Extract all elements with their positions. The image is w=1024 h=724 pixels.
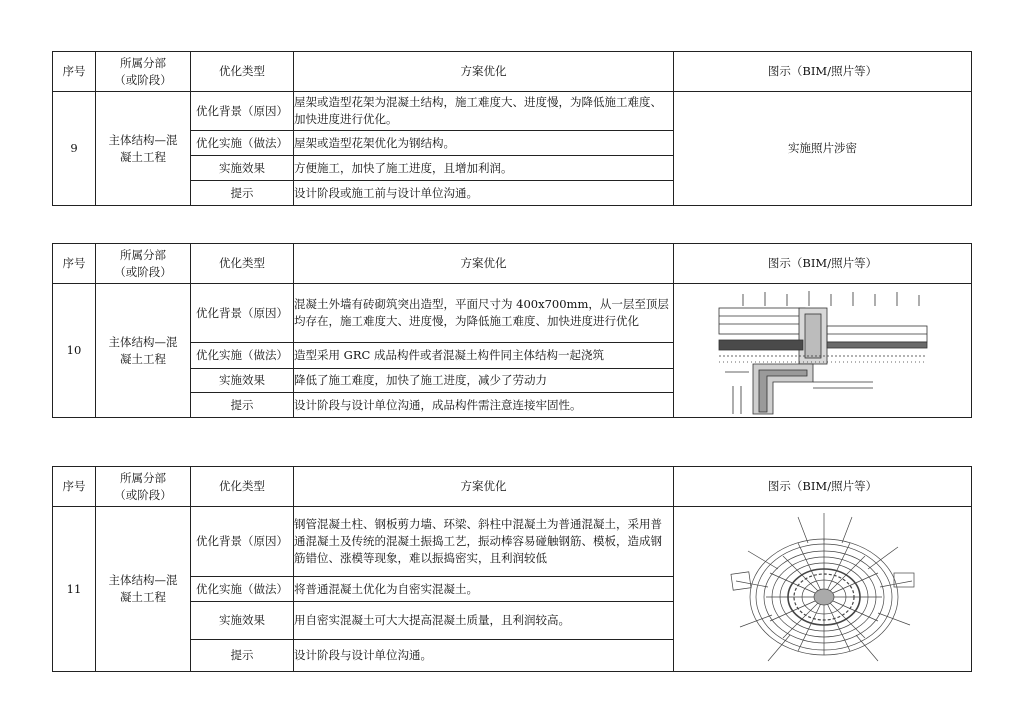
plan-cell: 设计阶段与设计单位沟通，成品构件需注意连接牢固性。	[294, 393, 674, 418]
opt-type-cell: 提示	[191, 640, 294, 672]
opt-type-cell: 实施效果	[191, 602, 294, 640]
seq-cell: 11	[53, 507, 96, 672]
header-division	[96, 467, 191, 507]
table-row	[53, 284, 972, 343]
header-division	[96, 52, 191, 92]
division-line1: 主体结构—混	[108, 573, 178, 587]
division-cell	[96, 507, 191, 672]
header-division	[96, 244, 191, 284]
optimization-table-9	[52, 51, 972, 206]
opt-type-cell: 实施效果	[191, 369, 294, 393]
seq-cell: 10	[53, 284, 96, 418]
table-header-row	[53, 52, 972, 92]
header-division-line2: （或阶段）	[114, 487, 172, 502]
opt-type-cell: 实施效果	[191, 156, 294, 181]
division-line2: 凝土工程	[120, 590, 166, 604]
optimization-table-10	[52, 243, 972, 418]
plan-cell: 降低了施工难度，加快了施工进度，减少了劳动力	[294, 369, 674, 393]
plan-cell: 混凝土外墙有砖砌筑突出造型，平面尺寸为 400x700mm，从一层至顶层均存在，施工难度大、进度慢，为降低施工难度、加快进度进行优化	[294, 284, 674, 343]
header-plan: 方案优化	[294, 52, 674, 92]
header-plan: 方案优化	[294, 467, 674, 507]
header-division-line1: 所属分部	[120, 247, 166, 262]
header-division-line2: （或阶段）	[114, 264, 172, 279]
header-division-line1: 所属分部	[120, 55, 166, 70]
plan-cell: 用自密实混凝土可大大提高混凝土质量，且利润较高。	[294, 602, 674, 640]
table-row	[53, 507, 972, 577]
header-seq: 序号	[53, 52, 96, 92]
illustration-cell: 实施照片涉密	[674, 92, 972, 206]
plan-cell: 屋架或造型花架优化为钢结构。	[294, 131, 674, 156]
header-division-line1: 所属分部	[120, 470, 166, 485]
opt-type-cell: 优化实施（做法）	[191, 577, 294, 602]
header-division-line2: （或阶段）	[114, 72, 172, 87]
header-plan: 方案优化	[294, 244, 674, 284]
plan-cell: 造型采用 GRC 成品构件或者混凝土构件同主体结构一起浇筑	[294, 343, 674, 369]
table-header-row	[53, 467, 972, 507]
division-cell	[96, 92, 191, 206]
division-cell	[96, 284, 191, 418]
header-opt-type: 优化类型	[191, 52, 294, 92]
table-header-row	[53, 244, 972, 284]
opt-type-cell: 优化背景（原因）	[191, 507, 294, 577]
illustration-cell	[674, 507, 972, 672]
header-opt-type: 优化类型	[191, 467, 294, 507]
plan-cell: 钢管混凝土柱、钢板剪力墙、环梁、斜柱中混凝土为普通混凝土，采用普通混凝土及传统的混凝土振捣工艺，振动棒容易碰触钢筋、模板，造成钢筋错位、涨模等现象，难以振捣密实，且利润较低	[294, 507, 674, 577]
division-line1: 主体结构—混	[108, 334, 178, 349]
opt-type-cell: 优化背景（原因）	[191, 284, 294, 343]
opt-type-cell: 提示	[191, 181, 294, 206]
circular-column-plan-drawing-icon	[728, 511, 918, 667]
header-illustration: 图示（BIM/照片等）	[674, 244, 972, 284]
header-seq: 序号	[53, 467, 96, 507]
opt-type-cell: 提示	[191, 393, 294, 418]
division-line2: 凝土工程	[120, 149, 166, 164]
plan-cell: 方便施工，加快了施工进度，且增加利润。	[294, 156, 674, 181]
division-line1: 主体结构—混	[108, 132, 178, 147]
plan-cell: 屋架或造型花架为混凝土结构，施工难度大、进度慢，为降低施工难度、加快进度进行优化。	[294, 92, 674, 131]
division-line2: 凝土工程	[120, 351, 166, 366]
plan-cell: 将普通混凝土优化为自密实混凝土。	[294, 577, 674, 602]
seq-cell: 9	[53, 92, 96, 206]
section-detail-drawing-icon	[713, 286, 933, 416]
header-opt-type: 优化类型	[191, 244, 294, 284]
plan-cell: 设计阶段或施工前与设计单位沟通。	[294, 181, 674, 206]
plan-cell: 设计阶段与设计单位沟通。	[294, 640, 674, 672]
opt-type-cell: 优化背景（原因）	[191, 92, 294, 131]
table-row	[53, 92, 972, 131]
illustration-cell	[674, 284, 972, 418]
opt-type-cell: 优化实施（做法）	[191, 343, 294, 369]
header-illustration: 图示（BIM/照片等）	[674, 467, 972, 507]
opt-type-cell: 优化实施（做法）	[191, 131, 294, 156]
header-seq: 序号	[53, 244, 96, 284]
header-illustration: 图示（BIM/照片等）	[674, 52, 972, 92]
optimization-table-11	[52, 466, 972, 672]
